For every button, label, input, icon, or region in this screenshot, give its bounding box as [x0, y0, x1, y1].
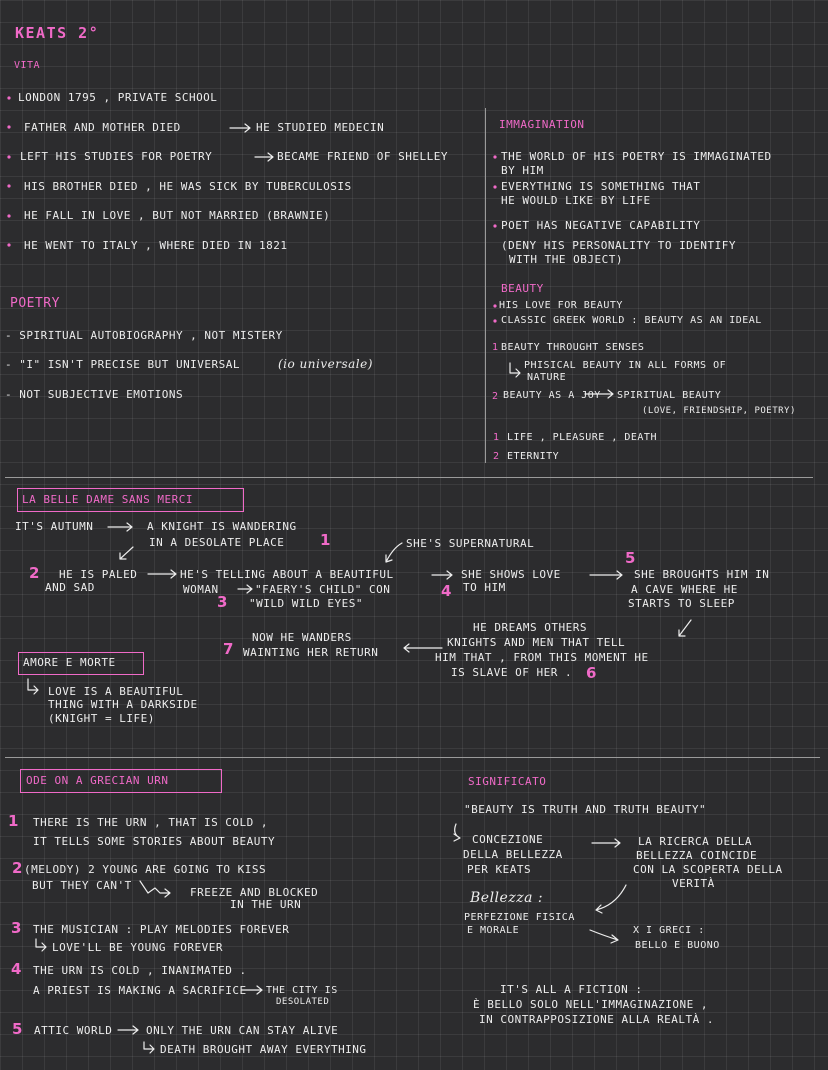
concezione-line: DELLA BELLEZZA	[463, 848, 563, 861]
hook-arrow-icon	[144, 1042, 154, 1053]
fiction-line: È BELLO SOLO NELL'IMMAGINAZIONE ,	[473, 998, 709, 1011]
arrow-right-icon	[118, 1026, 138, 1034]
ode-line: IN THE URN	[230, 898, 302, 911]
belle-wanders-line: WAINTING HER RETURN	[243, 646, 379, 659]
ode-line: A PRIEST IS MAKING A SACRIFICE	[33, 984, 247, 997]
belle-number-5: 5	[625, 549, 636, 567]
ode-line: THE MUSICIAN : PLAY MELODIES FOREVER	[33, 923, 290, 936]
belle-telling-line: WOMAN	[183, 583, 219, 596]
vita-heading: VITA	[14, 60, 41, 71]
ricerca-line: CON LA SCOPERTA DELLA	[633, 863, 783, 876]
belle-telling-line: "WILD WILD EYES"	[249, 597, 363, 610]
ode-line: (MELODY) 2 YOUNG ARE GOING TO KISS	[24, 863, 267, 876]
vita-item-medecin: HE STUDIED MEDECIN	[256, 121, 385, 134]
amore-morte-label: AMORE E MORTE	[23, 656, 116, 669]
fiction-line: IN CONTRAPPOSIZIONE ALLA REALTÀ .	[479, 1013, 715, 1026]
arrow-right-icon	[590, 930, 618, 943]
concezione-line: CONCEZIONE	[472, 833, 544, 846]
imagination-line: BY HIM	[501, 164, 544, 177]
hook-arrow-icon	[454, 824, 460, 841]
vita-item-shelley: BECAME FRIEND OF SHELLEY	[277, 150, 448, 163]
vita-item-brother: HIS BROTHER DIED , HE WAS SICK BY TUBERCULOSIS	[24, 180, 352, 193]
poetry-item-autobiography: - SPIRITUAL AUTOBIOGRAPHY , NOT MISTERY	[5, 329, 283, 342]
ode-line: BUT THEY CAN'T	[32, 879, 132, 892]
ode-line: FREEZE AND BLOCKED	[190, 886, 319, 899]
belle-paled-line: HE IS PALED	[59, 568, 138, 581]
belle-number-6: 6	[586, 664, 597, 682]
ricerca-line: VERITÀ	[672, 877, 715, 890]
love-dark-line: LOVE IS A BEAUTIFUL	[48, 685, 184, 698]
arrow-down-left-icon	[596, 885, 626, 913]
belle-cave-line: SHE BROUGHTS HIM IN	[634, 568, 770, 581]
arrow-up-icon	[386, 543, 402, 562]
hook-arrow-icon	[510, 363, 520, 377]
ode-line: DEATH BROUGHT AWAY EVERYTHING	[160, 1043, 367, 1056]
arrow-right-icon	[255, 153, 273, 161]
love-dark-line: THING WITH A DARKSIDE	[48, 698, 198, 711]
ode-number-1: 1	[8, 812, 19, 830]
imagination-line: EVERYTHING IS SOMETHING THAT	[501, 180, 701, 193]
ricerca-line: BELLEZZA COINCIDE	[636, 849, 758, 862]
arrow-right-icon	[230, 124, 250, 132]
beauty-line: (LOVE, FRIENDSHIP, POETRY)	[642, 406, 796, 416]
beauty-line: LIFE , PLEASURE , DEATH	[507, 432, 657, 443]
belle-supernatural: SHE'S SUPERNATURAL	[406, 537, 535, 550]
ricerca-line: LA RICERCA DELLA	[638, 835, 752, 848]
beauty-number: 2	[493, 451, 500, 462]
bellezza-label: Bellezza :	[470, 890, 544, 906]
belle-telling-line: "FAERY'S CHILD" CON	[255, 583, 391, 596]
poetry-heading: POETRY	[10, 296, 60, 311]
concezione-line: PER KEATS	[467, 863, 532, 876]
ode-number-4: 4	[11, 960, 22, 978]
love-dark-line: (KNIGHT = LIFE)	[48, 712, 155, 725]
imagination-line: (DENY HIS PERSONALITY TO IDENTIFY	[501, 239, 737, 252]
beauty-line: HIS LOVE FOR BEAUTY	[499, 300, 623, 311]
arrow-right-icon	[432, 571, 452, 579]
beauty-line: BEAUTY THROUGHT SENSES	[501, 342, 645, 353]
ode-line: DESOLATED	[276, 997, 330, 1007]
imagination-line: HE WOULD LIKE BY LIFE	[501, 194, 651, 207]
vita-item-love: HE FALL IN LOVE , BUT NOT MARRIED (BRAWNIE)	[24, 209, 331, 222]
belle-telling-line: HE'S TELLING ABOUT A BEAUTIFUL	[180, 568, 394, 581]
page-title: KEATS 2°	[15, 24, 100, 42]
beauty-line: ETERNITY	[507, 451, 560, 462]
vita-item-italy: HE WENT TO ITALY , WHERE DIED IN 1821	[24, 239, 288, 252]
belle-dreams-line: IS SLAVE OF HER .	[451, 666, 573, 679]
belle-shows-love-line: TO HIM	[463, 581, 506, 594]
significato-heading: SIGNIFICATO	[468, 775, 547, 788]
imagination-line: THE WORLD OF HIS POETRY IS IMMAGINATED	[501, 150, 772, 163]
arrow-right-icon	[592, 839, 620, 847]
belle-autumn: IT'S AUTUMN	[15, 520, 94, 533]
ode-line: ATTIC WORLD	[34, 1024, 113, 1037]
beauty-heading: BEAUTY	[501, 282, 544, 295]
ode-line: THE CITY IS	[266, 985, 338, 996]
poetry-item-emotions: - NOT SUBJECTIVE EMOTIONS	[5, 388, 184, 401]
ode-number-2: 2	[12, 859, 23, 877]
arrow-right-icon	[590, 571, 622, 579]
vita-item-parents: FATHER AND MOTHER DIED	[24, 121, 181, 134]
arrow-right-icon	[238, 585, 252, 593]
ode-line: ONLY THE URN CAN STAY ALIVE	[146, 1024, 339, 1037]
ode-line: THERE IS THE URN , THAT IS COLD ,	[33, 816, 269, 829]
belle-knight-line: A KNIGHT IS WANDERING	[147, 520, 297, 533]
belle-number-2: 2	[29, 564, 40, 582]
ode-line: IT TELLS SOME STORIES ABOUT BEAUTY	[33, 835, 276, 848]
imagination-line: POET HAS NEGATIVE CAPABILITY	[501, 219, 701, 232]
ode-title: ODE ON A GRECIAN URN	[26, 774, 169, 787]
arrow-right-icon	[140, 881, 170, 897]
ode-number-3: 3	[11, 919, 22, 937]
belle-cave-line: A CAVE WHERE HE	[631, 583, 738, 596]
hook-arrow-icon	[36, 939, 46, 951]
belle-dreams-line: KNIGHTS AND MEN THAT TELL	[447, 636, 626, 649]
beauty-line: SPIRITUAL BEAUTY	[617, 390, 722, 401]
beauty-number: 1	[492, 342, 499, 353]
belle-cave-line: STARTS TO SLEEP	[628, 597, 735, 610]
belle-paled-line: AND SAD	[45, 581, 95, 594]
beauty-number: 2	[492, 391, 499, 402]
beauty-line: NATURE	[527, 372, 567, 383]
poetry-item-io-universale: (io universale)	[278, 357, 373, 371]
perfezione-line: PERFEZIONE FISICA	[464, 912, 575, 923]
belle-wanders-line: NOW HE WANDERS	[252, 631, 352, 644]
arrow-right-icon	[148, 570, 176, 578]
beauty-number: 1	[493, 432, 500, 443]
ode-line: THE URN IS COLD , INANIMATED .	[33, 964, 247, 977]
perfezione-line: E MORALE	[467, 925, 520, 936]
belle-dame-title: LA BELLE DAME SANS MERCI	[22, 493, 193, 506]
beauty-line: BEAUTY AS A JOY	[503, 390, 601, 401]
belle-number-1: 1	[320, 531, 331, 549]
hook-arrow-icon	[28, 679, 38, 694]
arrow-down-left-icon	[120, 547, 133, 559]
imagination-heading: IMMAGINATION	[499, 118, 585, 131]
beauty-line: PHISICAL BEAUTY IN ALL FORMS OF	[524, 360, 727, 371]
arrow-down-left-icon	[679, 620, 691, 636]
belle-number-7: 7	[223, 640, 234, 658]
belle-dreams-line: HE DREAMS OTHERS	[473, 621, 587, 634]
significato-quote: "BEAUTY IS TRUTH AND TRUTH BEAUTY"	[464, 803, 707, 816]
arrow-right-icon	[108, 523, 132, 531]
ode-line: LOVE'LL BE YOUNG FOREVER	[52, 941, 223, 954]
poetry-item-universal: - "I" ISN'T PRECISE BUT UNIVERSAL	[5, 358, 241, 371]
fiction-line: IT'S ALL A FICTION :	[500, 983, 643, 996]
belle-number-4: 4	[441, 582, 452, 600]
vita-item-poetry: LEFT HIS STUDIES FOR POETRY	[20, 150, 213, 163]
beauty-line: CLASSIC GREEK WORLD : BEAUTY AS AN IDEAL	[501, 315, 762, 326]
belle-shows-love-line: SHE SHOWS LOVE	[461, 568, 561, 581]
greci-line: BELLO E BUONO	[635, 940, 720, 951]
vita-item-birth: LONDON 1795 , PRIVATE SCHOOL	[18, 91, 218, 104]
greci-line: X I GRECI :	[633, 925, 705, 936]
belle-dreams-line: HIM THAT , FROM THIS MOMENT HE	[435, 651, 649, 664]
belle-number-3: 3	[217, 593, 228, 611]
belle-knight-line: IN A DESOLATE PLACE	[149, 536, 285, 549]
ode-number-5: 5	[12, 1020, 23, 1038]
imagination-line: WITH THE OBJECT)	[509, 253, 623, 266]
